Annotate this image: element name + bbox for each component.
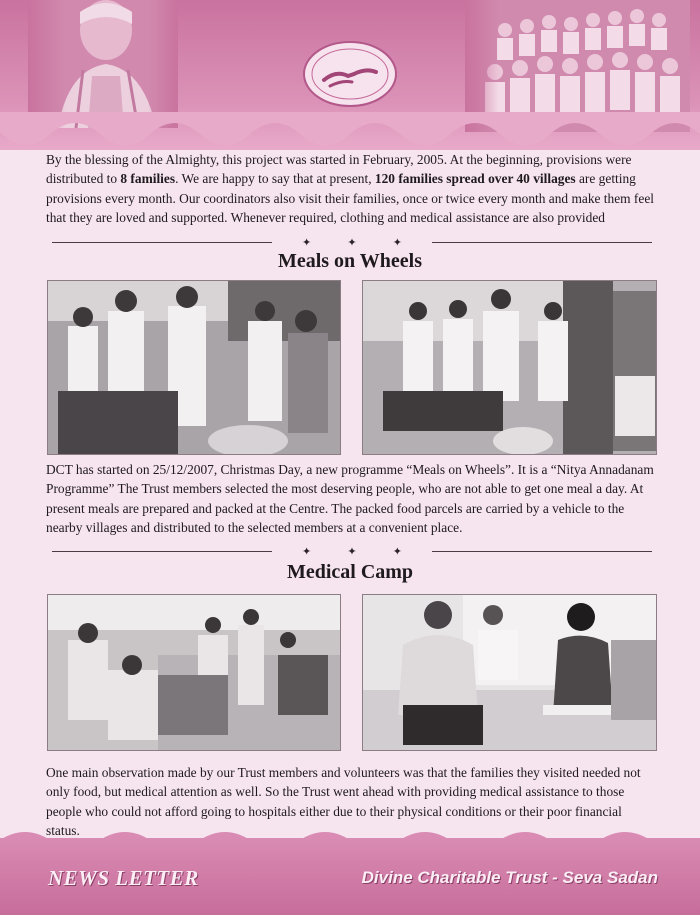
intro-highlight-villages: 120 families spread over 40 villages: [374, 171, 576, 187]
meals-photo-distribution: [47, 280, 341, 455]
intro-text-1: By the blessing of the Almighty, this project was started in February, 2005. At the beginning, provisions were distributed to: [46, 152, 632, 187]
section-divider: [52, 545, 652, 559]
section-divider: [52, 236, 652, 250]
divider-diamond-icon: ✦: [392, 546, 402, 558]
header-photo-elderly-woman: [28, 0, 178, 128]
divider-diamond-icon: ✦: [347, 237, 357, 249]
love-share-serve-logo: [302, 40, 398, 108]
meals-on-wheels-text: DCT has started on 25/12/2007, Christmas Day, a new programme “Meals on Wheels”. It is a “Nitya Annadanam Programme” The Trust members selected the most deserving people, who are not able to get one meal a day. At present meals are prepared and packed at the Centre. The packed food parcels are carried by a vehicle to the nearby villages and distributed to the selected members at a convenient place.: [46, 462, 654, 535]
medical-photo-eye-checkup: [362, 594, 657, 751]
medical-photo-waiting-patients: [47, 594, 341, 751]
intro-text-3: are getting provisions every month. Our coordinators also visit their families, once or twice every month and make them feel that they are loved and supported. Whenever required, clothing and medical assistance are also provided: [46, 171, 654, 225]
footer-organization-name: Divine Charitable Trust - Seva Sadan: [361, 868, 658, 887]
intro-highlight-families: 8 families: [120, 171, 176, 187]
intro-paragraph: [46, 150, 658, 227]
medical-camp-heading: Medical Camp: [286, 561, 414, 583]
divider-diamond-icon: ✦: [302, 546, 312, 558]
meals-on-wheels-heading: Meals on Wheels: [277, 250, 423, 272]
intro-text-2: . We are happy to say that at present,: [175, 171, 375, 187]
divider-diamond-icon: ✦: [392, 237, 402, 249]
meals-photo-serving: [362, 280, 657, 455]
medical-camp-text-1: One main observation made by our Trust members and volunteers was that the families they visited needed not only food, but medical attention as well. So the Trust went ahead with providing medical assistance to those people who could not afford going to hospitals either due to their physical conditions or their poor financial status.: [46, 765, 641, 838]
footer-newsletter-title: NEWS LETTER: [48, 866, 199, 890]
divider-diamond-icon: ✦: [302, 237, 312, 249]
divider-diamond-icon: ✦: [347, 546, 357, 558]
